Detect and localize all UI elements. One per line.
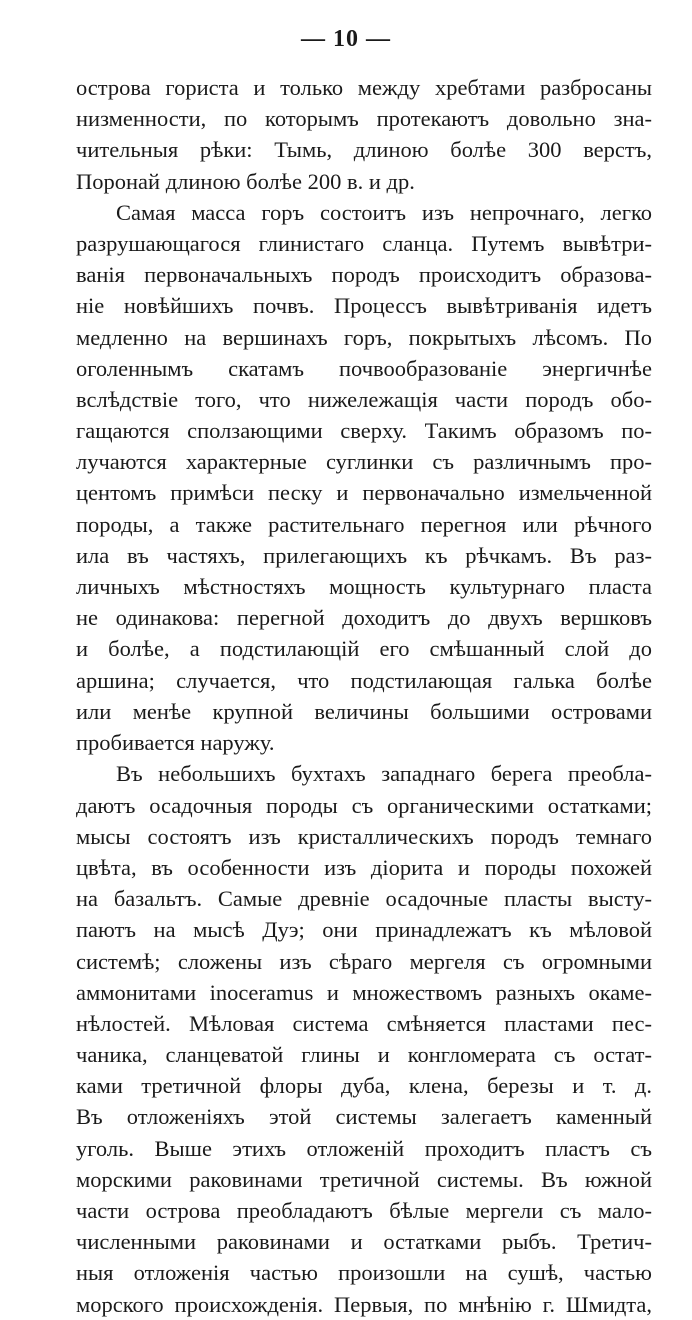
text-line: ванія первоначальныхъ породъ происходитъ образова- [76, 262, 652, 288]
text-line: численными раковинами и остатками рыбъ. Третич- [76, 1229, 652, 1255]
text-line: породы, а также растительнаго перегноя или рѣчного [76, 511, 652, 537]
text-line: ныя отложенія частью произошли на сушѣ, частью [76, 1260, 652, 1286]
text-line: ніе новѣйшихъ почвъ. Процессъ вывѣтриванія идетъ [76, 293, 652, 319]
text-line: пробивается наружу. [76, 729, 275, 755]
text-line: чительныя рѣки: Тымь, длиною болѣе 300 верстъ, [76, 137, 652, 163]
text-line: Самая масса горъ состоитъ изъ непрочнаго, легко [116, 199, 652, 225]
text-line: центомъ примѣси песку и первоначально измельченной [76, 480, 652, 506]
text-line: вслѣдствіе того, что нижележащія части породъ обо- [76, 386, 652, 412]
text-line: Въ отложеніяхъ этой системы залегаетъ каменный [76, 1104, 652, 1130]
text-line: морского происхожденія. Первыя, по мнѣнію г. Шмидта, [76, 1291, 652, 1317]
text-line: уголь. Выше этихъ отложеній проходитъ пластъ съ [76, 1135, 652, 1161]
text-line: нѣлостей. Мѣловая система смѣняется пластами пес- [76, 1010, 652, 1036]
text-line: лучаются характерные суглинки съ различнымъ про- [76, 449, 652, 475]
text-line: даютъ осадочныя породы съ органическими остатками; [76, 792, 652, 818]
text-line: и болѣе, а подстилающій его смѣшанный слой до [76, 636, 652, 662]
text-line: гащаются сползающими сверху. Такимъ образомъ по- [76, 418, 652, 444]
page-number: — 10 — [301, 26, 391, 52]
text-line: на базальтъ. Самые древніе осадочные пласты высту- [76, 886, 652, 912]
text-line: разрушающагося глинистаго сланца. Путемъ вывѣтри- [76, 230, 652, 256]
text-line: или менѣе крупной величины большими островами [76, 698, 652, 724]
text-line: не одинакова: перегной доходитъ до двухъ вершковъ [76, 605, 652, 631]
text-line: цвѣта, въ особенности изъ діорита и породы похожей [76, 854, 652, 880]
text-line: низменности, по которымъ протекаютъ довольно зна- [76, 106, 652, 132]
text-line: оголеннымъ скатамъ почвообразованіе энергичнѣе [76, 355, 652, 381]
text-line: морскими раковинами третичной системы. Въ южной [76, 1166, 652, 1192]
text-line: медленно на вершинахъ горъ, покрытыхъ лѣсомъ. По [76, 324, 652, 350]
text-line: Въ небольшихъ бухтахъ западнаго берега преобла- [116, 761, 652, 787]
paragraph-1 [76, 72, 652, 197]
paragraph-2 [76, 197, 652, 758]
text-line: аршина; случается, что подстилающая галька болѣе [76, 667, 652, 693]
text-line: паютъ на мысѣ Дуэ; они принадлежатъ къ мѣловой [76, 917, 652, 943]
text-line: острова гориста и только между хребтами разбросаны [76, 75, 652, 100]
text-line: части острова преобладаютъ бѣлые мергели съ мало- [76, 1198, 652, 1224]
text-line: мысы состоятъ изъ кристаллическихъ породъ темнаго [76, 823, 652, 849]
text-line: ками третичной флоры дуба, клена, березы и т. д. [76, 1073, 652, 1099]
text-line: чаника, сланцеватой глины и конгломерата съ остат- [76, 1042, 652, 1068]
text-line: личныхъ мѣстностяхъ мощность культурнаго пласта [76, 574, 652, 600]
text-line: ила въ частяхъ, прилегающихъ къ рѣчкамъ. Въ раз- [76, 542, 652, 568]
text-line: аммонитами inoceramus и множествомъ разныхъ окаме- [76, 979, 652, 1005]
text-line: Поронай длиною болѣе 200 в. и др. [76, 168, 415, 194]
paragraph-3 [76, 758, 652, 1319]
text-line: системѣ; сложены изъ сѣраго мергеля съ огромными [76, 948, 652, 974]
